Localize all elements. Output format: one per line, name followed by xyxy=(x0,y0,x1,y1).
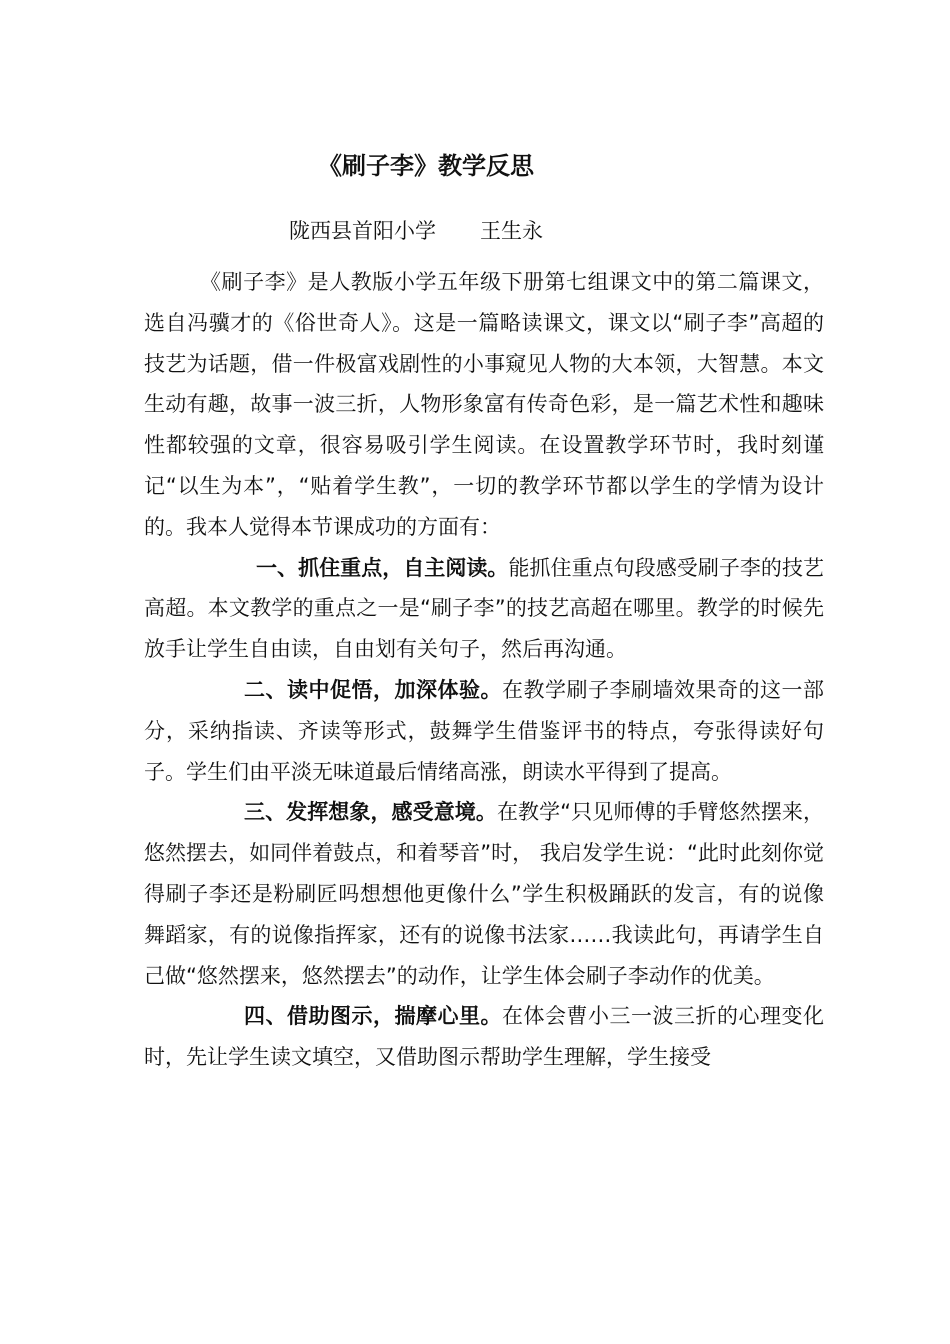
section-heading-3: 三、发挥想象，感受意境。 xyxy=(244,800,497,825)
section-paragraph-1 xyxy=(144,548,824,670)
section-text-3: 在教学“只见师傅的手臂悠然摆来，悠然摆去，如同伴着鼓点，和着琴音”时， 我启发学生说：“此时此刻你觉得刷子李还是粉刷匠吗想想他更像什么”学生积极踊跃的发言，有的说像舞蹈家，有的说像指挥家，还有的说像书法家……我读此句，再请学生自己做“悠然摆来，悠然摆去”的动作，让学生体会刷子李动作的优美。 xyxy=(144,800,824,988)
document-title: 《刷子李》教学反思 xyxy=(318,152,534,180)
section-heading-2: 二、读中促悟，加深体验。 xyxy=(244,677,502,702)
section-paragraph-4 xyxy=(144,996,824,1078)
document-body xyxy=(144,262,824,1078)
section-paragraph-2 xyxy=(144,670,824,792)
author-line xyxy=(289,215,543,245)
intro-paragraph: 《刷子李》是人教版小学五年级下册第七组课文中的第二篇课文，选自冯骥才的《俗世奇人》。这是一篇略读课文，课文以“刷子李”高超的技艺为话题，借一件极富戏剧性的小事窥见人物的大本领，大智慧。本文生动有趣，故事一波三折，人物形象富有传奇色彩，是一篇艺术性和趣味性都较强的文章，很容易吸引学生阅读。在设置教学环节时，我时刻谨记“以生为本”，“贴着学生教”，一切的教学环节都以学生的学情为设计的。我本人觉得本节课成功的方面有： xyxy=(144,270,824,539)
section-heading-1: 一、抓住重点，自主阅读。 xyxy=(256,555,509,580)
section-heading-4: 四、借助图示，揣摩心里。 xyxy=(244,1004,502,1029)
section-text-1: 能抓住重点句段感受刷子李的技艺高超。本文教学的重点之一是“刷子李”的技艺高超在哪里。教学的时候先放手让学生自由读，自由划有关句子，然后再沟通。 xyxy=(144,555,825,662)
section-paragraph-3 xyxy=(144,792,824,996)
section-text-4: 在体会曹小三一波三折的心理变化时，先让学生读文填空，又借助图示帮助学生理解，学生接受 xyxy=(144,1004,824,1070)
author-school: 陇西县首阳小学 xyxy=(289,219,436,243)
author-name: 王生永 xyxy=(480,219,543,243)
section-text-2: 在教学刷子李刷墙效果奇的这一部分，采纳指读、齐读等形式，鼓舞学生借鉴评书的特点，夸张得读好句子。学生们由平淡无味道最后情绪高涨，朗读水平得到了提高。 xyxy=(144,677,824,784)
